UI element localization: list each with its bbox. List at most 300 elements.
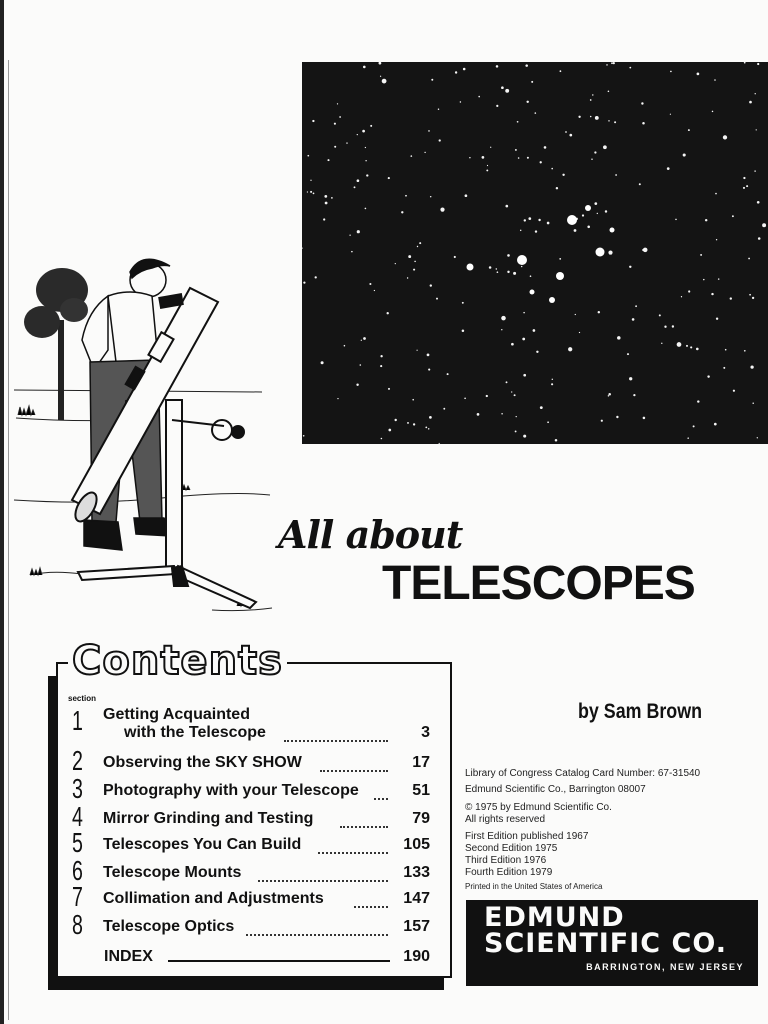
toc-page: 3 <box>421 724 430 741</box>
star <box>677 342 682 347</box>
star <box>670 114 671 115</box>
catalog-number: Library of Congress Catalog Card Number: 67-31540 <box>465 768 701 779</box>
toc-number: 7 <box>72 881 83 912</box>
star <box>521 266 522 267</box>
star <box>700 254 702 256</box>
man-with-telescope-drawing <box>12 250 282 620</box>
section-caption: section <box>68 694 97 703</box>
star <box>436 298 438 300</box>
star <box>410 155 412 157</box>
star <box>688 290 690 292</box>
star <box>627 353 629 355</box>
toc-page: 79 <box>412 810 430 827</box>
star <box>544 146 547 149</box>
star <box>425 427 427 429</box>
star <box>428 428 429 429</box>
rights: All rights reserved <box>465 814 546 825</box>
star <box>515 149 517 151</box>
star <box>374 290 375 291</box>
star <box>712 111 714 113</box>
star <box>591 158 592 159</box>
star <box>312 120 314 122</box>
toc-number: 3 <box>72 773 83 804</box>
star <box>344 345 346 347</box>
star <box>598 311 600 313</box>
star <box>590 99 592 101</box>
star <box>551 383 553 385</box>
star <box>683 153 686 156</box>
star <box>431 79 433 81</box>
star <box>752 297 754 299</box>
star <box>407 422 409 424</box>
star <box>524 219 526 221</box>
star <box>323 218 325 220</box>
star <box>506 381 508 383</box>
toc-item-2[interactable] <box>72 745 434 778</box>
toc-item-3[interactable] <box>72 773 434 806</box>
star <box>513 272 516 275</box>
star <box>382 79 387 84</box>
star <box>443 408 445 410</box>
star <box>417 246 418 247</box>
star <box>337 103 338 104</box>
star <box>307 191 308 192</box>
star <box>505 205 508 208</box>
star <box>439 139 441 141</box>
star <box>629 67 631 69</box>
toc-leader-dots <box>320 768 388 772</box>
edition-third: Third Edition 1976 <box>465 855 547 866</box>
star <box>430 284 432 286</box>
toc-title: Observing the SKY SHOW <box>103 754 302 771</box>
star <box>366 174 368 176</box>
star <box>346 142 347 143</box>
star <box>608 395 609 396</box>
star <box>428 130 430 132</box>
star <box>401 211 403 213</box>
star <box>587 226 590 229</box>
toc-index-rule <box>168 960 390 962</box>
star <box>464 397 466 399</box>
star <box>750 365 753 368</box>
star <box>528 217 531 220</box>
star <box>608 251 612 255</box>
toc-leader-dots <box>246 932 388 936</box>
star <box>723 135 727 139</box>
star <box>354 186 356 188</box>
star <box>681 296 682 297</box>
star <box>687 437 689 439</box>
star <box>501 413 503 415</box>
star <box>511 343 514 346</box>
star <box>324 195 327 198</box>
bright-star <box>467 264 474 271</box>
star <box>357 134 358 135</box>
star <box>496 105 498 107</box>
toc-leader-dots <box>354 904 388 908</box>
star <box>744 350 746 352</box>
star <box>501 316 506 321</box>
printed-in: Printed in the United States of America <box>465 882 603 891</box>
star <box>592 94 593 95</box>
star <box>613 62 615 64</box>
star <box>642 122 645 125</box>
star <box>672 325 674 327</box>
star <box>664 326 666 328</box>
star <box>523 374 526 377</box>
star <box>363 337 366 340</box>
toc-page: 133 <box>403 864 430 881</box>
star <box>606 64 608 66</box>
star <box>486 169 488 171</box>
star <box>711 293 713 295</box>
bright-star <box>517 255 527 265</box>
star <box>531 81 533 83</box>
toc-number: 5 <box>72 827 83 858</box>
edition-first: First Edition published 1967 <box>465 831 589 842</box>
star <box>743 177 745 179</box>
star <box>463 68 466 71</box>
star <box>633 394 635 396</box>
star <box>408 255 411 258</box>
toc-leader-dots <box>340 824 388 828</box>
edition-second: Second Edition 1975 <box>465 843 558 854</box>
star <box>321 361 324 364</box>
star <box>357 230 360 233</box>
star <box>424 152 425 153</box>
star <box>315 276 317 278</box>
star <box>540 161 542 163</box>
star <box>465 194 468 197</box>
star <box>639 183 641 185</box>
star <box>754 170 755 171</box>
bright-star <box>549 297 555 303</box>
toc-item-5[interactable] <box>72 827 434 860</box>
bright-star <box>596 248 605 257</box>
toc-number: 6 <box>72 855 83 886</box>
star <box>363 66 366 69</box>
toc-title: Collimation and Adjustments <box>103 890 324 907</box>
star <box>303 435 305 437</box>
star <box>559 258 561 260</box>
bright-star <box>567 215 577 225</box>
star <box>723 367 725 369</box>
star <box>535 230 537 232</box>
toc-page: 105 <box>403 836 430 853</box>
star <box>327 159 329 161</box>
star <box>569 134 572 137</box>
star <box>552 379 553 380</box>
star <box>507 271 509 273</box>
star <box>562 174 564 176</box>
star <box>730 297 732 299</box>
star <box>555 439 558 442</box>
star <box>614 121 616 123</box>
star <box>525 64 528 67</box>
star <box>595 116 599 120</box>
star <box>388 429 391 432</box>
star <box>469 157 470 158</box>
star <box>560 70 562 72</box>
star <box>608 91 610 93</box>
telescope-illustration <box>12 250 282 620</box>
star <box>455 71 457 73</box>
star <box>505 89 509 93</box>
star <box>490 147 491 148</box>
star <box>743 187 745 189</box>
star <box>716 239 717 240</box>
star <box>351 251 353 253</box>
star <box>675 219 677 221</box>
star <box>440 208 444 212</box>
star <box>601 420 603 422</box>
star <box>381 438 383 440</box>
star <box>579 332 580 333</box>
star <box>339 116 341 118</box>
star <box>412 399 414 401</box>
star <box>715 193 717 195</box>
star <box>661 343 662 344</box>
star <box>705 219 707 221</box>
star <box>438 108 439 109</box>
star <box>310 180 311 181</box>
star <box>527 157 529 159</box>
toc-leader-dots <box>284 738 388 742</box>
star <box>748 258 750 260</box>
star <box>413 423 415 425</box>
title-script-line: All about <box>278 512 463 557</box>
star <box>482 156 485 159</box>
star <box>405 195 407 197</box>
star <box>380 365 382 367</box>
star <box>641 102 643 104</box>
title-main-line: TELESCOPES <box>382 557 695 610</box>
star <box>365 208 367 210</box>
star <box>388 388 390 390</box>
star <box>749 101 752 104</box>
star <box>693 425 695 427</box>
star <box>462 302 464 304</box>
star <box>714 423 717 426</box>
star <box>530 275 532 277</box>
star <box>757 63 759 65</box>
publisher-address: Edmund Scientific Co., Barrington 08007 <box>465 784 646 795</box>
star <box>310 191 312 193</box>
star <box>611 62 613 64</box>
star <box>551 168 553 170</box>
star <box>615 174 617 176</box>
publisher-location: BARRINGTON, NEW JERSEY <box>586 962 744 972</box>
star <box>526 101 528 103</box>
star <box>487 165 488 166</box>
star <box>762 223 766 227</box>
star <box>608 393 611 396</box>
star <box>349 235 350 236</box>
star <box>428 369 430 371</box>
star <box>517 121 519 123</box>
star <box>670 71 672 73</box>
star <box>718 278 719 279</box>
toc-title: Telescope Optics <box>103 918 235 935</box>
star <box>357 179 360 182</box>
star <box>535 112 537 114</box>
star <box>757 437 758 438</box>
star <box>429 416 432 419</box>
star <box>370 125 372 127</box>
toc-number: 2 <box>72 745 83 776</box>
star <box>582 214 584 216</box>
star <box>439 443 440 444</box>
star <box>757 201 760 204</box>
toc-page: 147 <box>403 890 430 907</box>
star <box>574 229 577 232</box>
star <box>756 129 757 130</box>
star <box>520 230 521 231</box>
star <box>359 364 361 366</box>
toc-title-line2: with the Telescope <box>124 724 266 741</box>
toc-number: 4 <box>72 801 83 832</box>
bright-star <box>530 290 535 295</box>
star <box>388 177 390 179</box>
edition-fourth: Fourth Edition 1979 <box>465 867 553 878</box>
star <box>334 146 336 148</box>
star <box>462 330 465 333</box>
star-field-photo <box>302 62 768 444</box>
star <box>703 279 704 280</box>
toc-title: Mirror Grinding and Testing <box>103 810 314 827</box>
star <box>460 101 461 102</box>
star <box>707 375 709 377</box>
star <box>714 79 716 81</box>
toc-index-page: 190 <box>403 948 430 965</box>
star <box>659 314 661 316</box>
star <box>427 354 430 357</box>
star <box>387 312 389 314</box>
star <box>379 62 382 65</box>
star <box>547 421 549 423</box>
toc-item-7[interactable] <box>72 881 434 914</box>
toc-title-line1: Getting Acquainted <box>103 706 250 723</box>
star <box>331 197 333 199</box>
star <box>565 131 567 133</box>
star <box>605 210 607 212</box>
star <box>501 329 502 330</box>
star <box>361 340 362 341</box>
star <box>516 416 517 417</box>
star <box>486 395 488 397</box>
contents-heading: Contents <box>68 638 287 684</box>
star <box>643 417 646 420</box>
star <box>302 248 303 249</box>
star <box>430 196 431 197</box>
star <box>603 145 607 149</box>
star <box>414 261 416 263</box>
star <box>616 416 618 418</box>
star <box>362 130 365 133</box>
star <box>419 242 421 244</box>
toc-index-title: INDEX <box>104 948 153 965</box>
author-byline: by Sam Brown <box>578 700 702 723</box>
star <box>617 336 621 340</box>
star <box>686 345 688 347</box>
toc-number: 8 <box>72 909 83 940</box>
star <box>575 314 576 315</box>
page-edge <box>0 0 4 1024</box>
toc-title: Telescopes You Can Build <box>103 836 302 853</box>
star <box>407 277 408 278</box>
star <box>688 129 690 131</box>
star <box>556 187 558 189</box>
star <box>697 400 699 402</box>
star <box>629 377 632 380</box>
toc-page: 17 <box>412 754 430 771</box>
publisher-banner <box>466 900 758 986</box>
star <box>667 167 670 170</box>
toc-leader-dots <box>318 850 388 854</box>
star <box>643 248 648 253</box>
star <box>395 263 396 264</box>
star <box>501 86 504 89</box>
star <box>365 147 366 148</box>
star <box>507 254 510 257</box>
star <box>716 318 718 320</box>
star <box>522 338 525 341</box>
star <box>746 185 748 187</box>
toc-number: 1 <box>72 705 83 736</box>
star <box>696 348 699 351</box>
toc-title: Telescope Mounts <box>103 864 242 881</box>
star <box>496 268 497 269</box>
star <box>690 346 692 348</box>
bright-star <box>585 205 591 211</box>
toc-index[interactable] <box>72 942 434 972</box>
star <box>394 419 396 421</box>
star <box>629 266 631 268</box>
toc-item-8[interactable] <box>72 909 434 942</box>
toc-page: 157 <box>403 918 430 935</box>
star <box>635 305 637 307</box>
star <box>725 349 727 351</box>
star <box>369 283 371 285</box>
star <box>413 269 415 271</box>
star <box>313 193 315 195</box>
star <box>608 120 609 121</box>
toc-leader-dots <box>374 796 388 800</box>
bright-star <box>556 272 564 280</box>
star <box>477 413 480 416</box>
star <box>337 398 338 399</box>
star <box>590 116 592 118</box>
star <box>744 62 746 64</box>
star <box>511 391 512 392</box>
star <box>749 294 751 296</box>
toc-item-1[interactable] <box>72 700 434 746</box>
star <box>568 347 572 351</box>
publisher-name-line2: SCIENTIFIC CO. <box>484 928 727 959</box>
star <box>303 281 305 283</box>
copyright: © 1975 by Edmund Scientific Co. <box>465 802 612 813</box>
toc-title: Photography with your Telescope <box>103 782 359 799</box>
star <box>380 76 381 77</box>
star <box>547 222 550 225</box>
bright-star <box>610 228 615 233</box>
star <box>489 266 492 269</box>
star <box>732 215 734 217</box>
star <box>478 96 480 98</box>
star <box>632 318 635 321</box>
star <box>752 403 753 404</box>
toc-leader-dots <box>258 878 388 882</box>
